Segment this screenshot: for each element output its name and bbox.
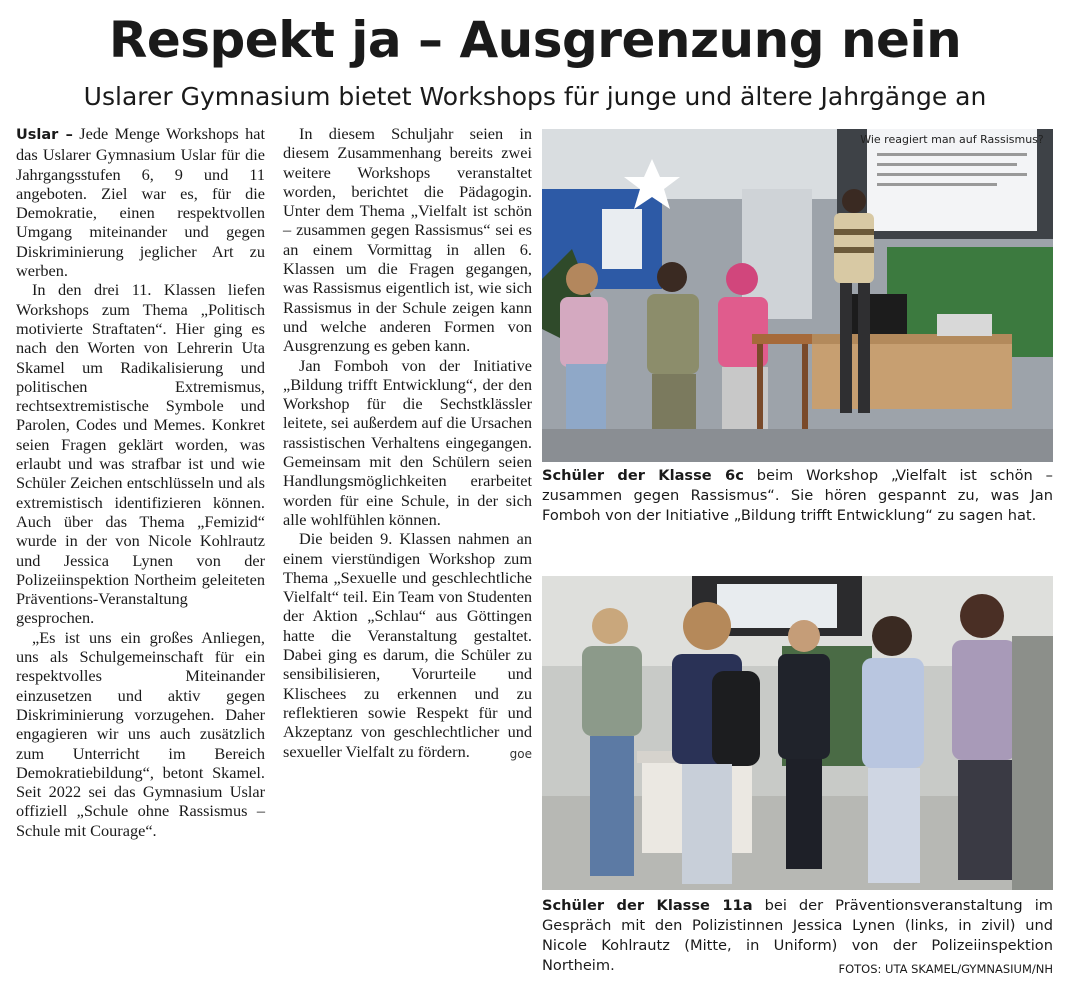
article-column-2 <box>283 124 532 764</box>
caption-text: bei der Präventionsveranstaltung im Gespräch mit den Polizistinnen Jessica Lynen (links, in zivil) und Nicole Kohlrautz (Mitte, in Uniform) von der Polizeiinspektion Northeim. <box>542 897 1053 974</box>
author-tag: goe <box>509 746 532 761</box>
caption-lead: Schüler der Klasse 11a <box>542 897 753 914</box>
photo-caption-1 <box>542 466 1053 526</box>
article-column-1 <box>16 124 265 840</box>
paragraph-text: Die beiden 9. Klassen nahmen an einem vierstündigen Workshop zum Thema „Sexuelle und geschlechtliche Vielfalt“ teil. Ein Team von Studenten der Aktion „Schlau“ aus Göttingen hatte die Veranstaltung gestaltet. Dabei ging es darum, die Schüler zu sensibilisieren, Vorurteile und Klischees zu erkennen und zu reflektieren sowie Respekt für und Akzeptanz von geschlechtlicher und sexueller Vielfalt zu fördern. <box>283 529 532 761</box>
article-paragraph <box>283 529 532 761</box>
photo-workshop-6c <box>542 129 1053 462</box>
photo-credit: FOTOS: UTA SKAMEL/GYMNASIUM/NH <box>838 962 1053 976</box>
article-paragraph: In den drei 11. Klassen liefen Workshops zum Thema „Politisch motivierte Straftaten“. Hier ging es nach den Worten von Lehrerin Uta Skamel um Radikalisierung und politischen Extremismus, rechtsextremistische Symbole und Parolen, Codes und Memes. Konkret seien Fragen geklärt worden, was erlaubt und was strafbar ist und wie Schüler Zeichen entschlüsseln und als extremistisch identifizieren können. Auch über das Thema „Femizid“ wurde in der von Nicole Kohlrautz und Jessica Lynen von der Polizeiinspektion Northeim geleiteten Präventions-Veranstaltung gesprochen. <box>16 280 265 628</box>
slide-title: Wie reagiert man auf Rassismus? <box>860 133 1044 146</box>
dateline: Uslar – <box>16 127 73 143</box>
photo-6c-illustration <box>542 129 1053 462</box>
paragraph-text: Jede Menge Workshops hat das Uslarer Gymnasium Uslar für die Jahrgangsstufen 6, 9 und 11 angeboten. Ziel war es, für die Demokratie, einen respektvollen Umgang miteinander und gegen Diskriminierung jeglicher Art zu werben. <box>16 124 266 281</box>
subheadline: Uslarer Gymnasium bietet Workshops für junge und ältere Jahrgänge an <box>83 82 987 111</box>
photo-prevention-11a <box>542 576 1053 890</box>
caption-lead: Schüler der Klasse 6c <box>542 467 744 484</box>
photo-11a-illustration <box>542 576 1053 890</box>
article-paragraph: Jan Fomboh von der Initiative „Bildung trifft Entwicklung“, der den Workshop für die Sechstklässler leitete, sei außerdem auf die Ursachen rassistischen Verhaltens eingegangen. Gemeinsam mit den Schülern seien Handlungsmöglichkeiten erarbeitet worden für eine Schule, in der sich alle wohlfühlen können. <box>283 355 532 529</box>
article-paragraph: „Es ist uns ein großes Anliegen, uns als Schulgemeinschaft für ein respektvolles Miteinander einzusetzen und aktiv gegen Diskriminierung vorzugehen. Daher engagieren wir uns auch zusätzlich zum Unterricht im Bereich Demokratiebildung“, betont Skamel. Seit 2022 sei das Gymnasium Uslar offiziell „Schule ohne Rassismus – Schule mit Courage“. <box>16 627 265 840</box>
article-paragraph <box>16 124 265 280</box>
headline: Respekt ja – Ausgrenzung nein <box>108 11 962 69</box>
article-paragraph: In diesem Schuljahr seien in diesem Zusammenhang bereits zwei weitere Workshops veranstaltet worden, berichtet die Pädagogin. Unter dem Thema „Vielfalt ist schön – zusammen gegen Rassismus“ sei es an einem Vormittag in allen 6. Klassen um die Fragen gegangen, was Rassismus eigentlich ist, wie sich Rassismus in der Schule zeigen kann und welche anderen Formen von Ausgrenzung es geben kann. <box>283 124 532 356</box>
caption-text: beim Workshop „Vielfalt ist schön – zusammen gegen Rassismus“. Sie hören gespannt zu, was Jan Fomboh von der Initiative „Bildung trifft Entwicklung“ zu sagen hat. <box>542 467 1053 524</box>
